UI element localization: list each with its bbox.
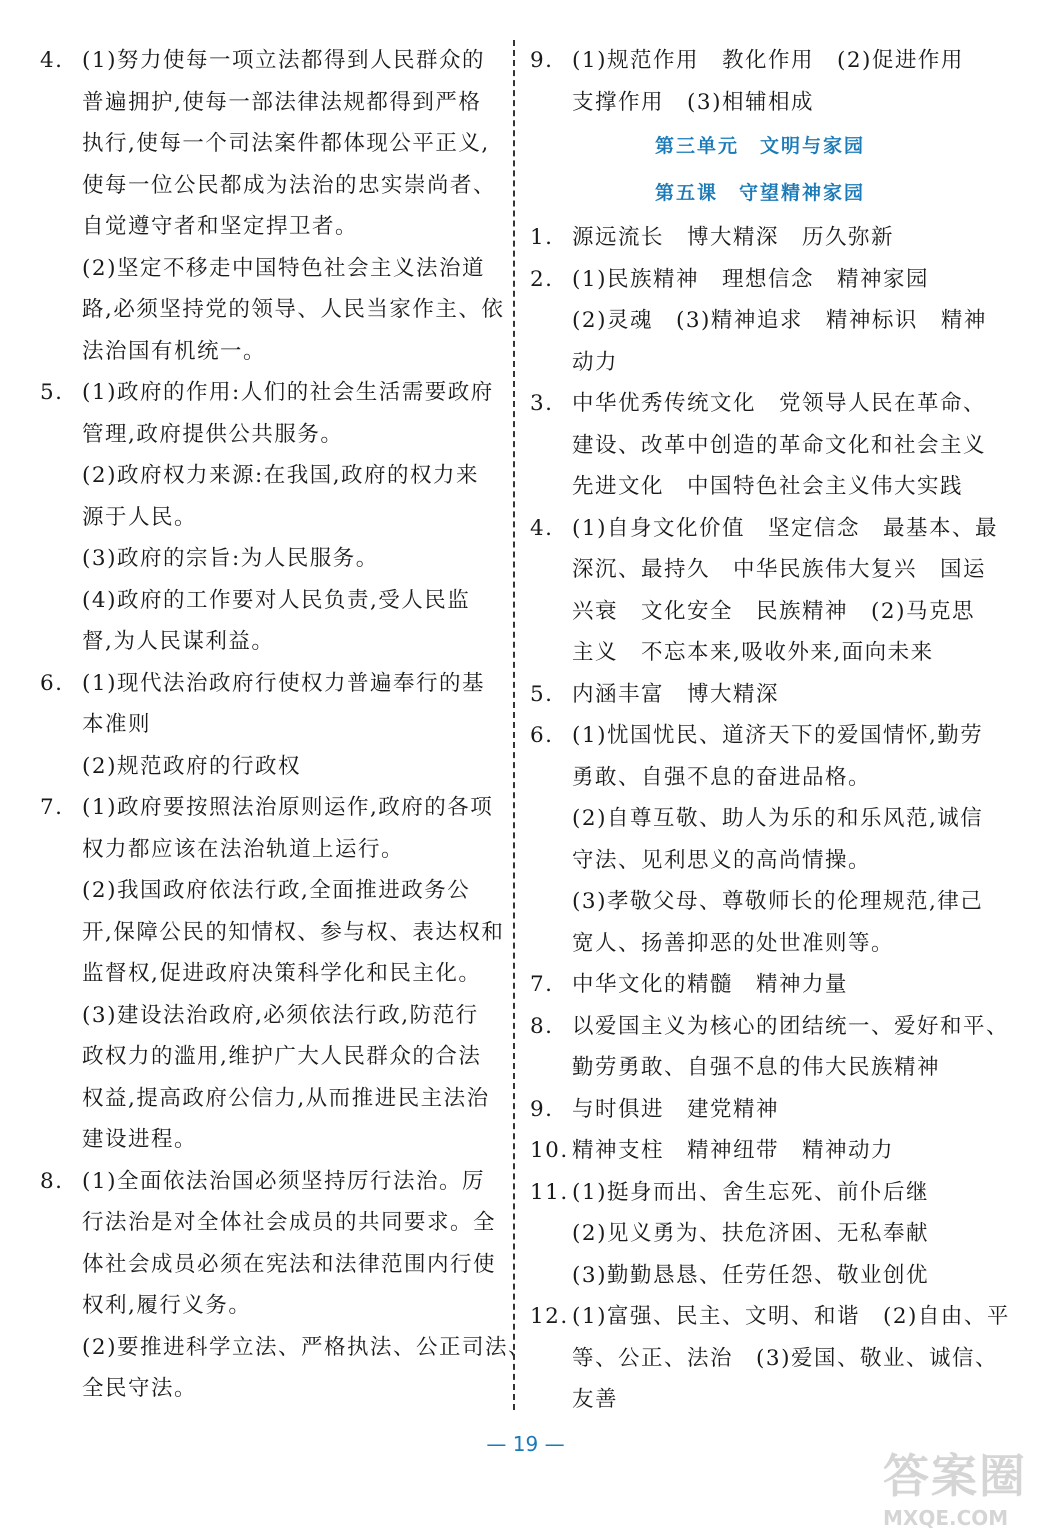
answer-line: 监督权,促进政府决策科学化和民主化。 <box>82 961 482 986</box>
answer-part <box>572 715 990 798</box>
answer-line: (1)规范作用 教化作用 (2)促进作用 <box>572 48 964 73</box>
answer-part <box>82 746 500 788</box>
answer-line: 源于人民。 <box>82 504 198 530</box>
answer-line: (1)现代法治政府行使权力普遍奉行的基 <box>82 670 485 696</box>
answer-line: (1)自身文化价值 坚定信念 最基本、最 <box>572 515 998 541</box>
answer-part <box>82 663 500 746</box>
lesson-heading: 第五课 守望精神家园 <box>654 182 865 204</box>
answer-line: 体社会成员必须在宪法和法律范围内行使 <box>82 1251 497 1277</box>
answer-item <box>530 383 990 508</box>
answer-part <box>82 1161 500 1327</box>
answer-item <box>530 217 990 259</box>
answer-line: 权力都应该在法治轨道上运行。 <box>82 836 405 862</box>
column-divider <box>513 40 515 1410</box>
answer-line: 中华优秀传统文化 党领导人民在革命、 <box>572 391 987 416</box>
answer-number: 10. <box>530 1138 569 1163</box>
answer-number: 2. <box>530 266 554 292</box>
answer-line: 勇敢、自强不息的奋进品格。 <box>572 764 872 790</box>
answer-part <box>572 674 990 716</box>
answer-item <box>530 259 990 384</box>
answer-part <box>572 964 990 1006</box>
answer-line: 权益,提高政府公信力,从而推进民主法治 <box>82 1085 490 1111</box>
answer-line: (2)政府权力来源:在我国,政府的权力来 <box>82 463 480 488</box>
answer-part <box>82 1327 531 1410</box>
answer-line: 普遍拥护,使每一部法律法规都得到严格 <box>82 89 482 115</box>
answer-number: 5. <box>40 380 64 405</box>
answer-part <box>82 40 500 248</box>
right-column <box>530 40 1010 1421</box>
answer-number: 12. <box>530 1304 569 1329</box>
answer-part <box>572 217 990 259</box>
answer-line: 主义 不忘本来,吸收外来,面向未来 <box>572 640 934 665</box>
answer-line: (1)富强、民主、文明、和谐 (2)自由、平 <box>572 1304 1010 1329</box>
answer-line: (3)孝敬父母、尊敬师长的伦理规范,律己 <box>572 889 984 914</box>
answer-line: (2)规范政府的行政权 <box>82 753 301 779</box>
answer-part <box>572 1130 990 1172</box>
answer-line: 先进文化 中国特色社会主义伟大实践 <box>572 474 964 499</box>
answer-line: 行法治是对全体社会成员的共同要求。全 <box>82 1210 497 1235</box>
answer-item <box>40 372 500 663</box>
answer-item <box>530 1172 990 1297</box>
answer-line: 建设、改革中创造的革命文化和社会主义 <box>572 432 987 458</box>
watermark-logo: 答案圈 MXQE.COM <box>883 1449 1027 1530</box>
answer-line: 深沉、最持久 中华民族伟大复兴 国运 <box>572 557 987 582</box>
answer-part <box>82 787 500 870</box>
answer-line: (2)灵魂 (3)精神追求 精神标识 精神 <box>572 308 987 333</box>
answer-number: 3. <box>530 391 554 416</box>
answer-part <box>572 259 990 301</box>
answer-line: (1)努力使每一项立法都得到人民群众的 <box>82 48 485 73</box>
answer-part <box>82 372 500 455</box>
answer-number: 9. <box>530 48 554 73</box>
answer-part <box>572 1172 990 1214</box>
answer-line: 精神支柱 精神纽带 精神动力 <box>572 1138 895 1163</box>
answer-item <box>530 1089 990 1131</box>
answer-line: (4)政府的工作要对人民负责,受人民监 <box>82 587 471 613</box>
answer-line: (3)建设法治政府,必须依法行政,防范行 <box>82 1002 479 1028</box>
answer-number: 9. <box>530 1096 554 1122</box>
answer-part <box>82 995 500 1161</box>
answer-line: (1)忧国忧民、道济天下的爱国情怀,勤劳 <box>572 723 984 748</box>
answer-line: 勤劳勇敢、自强不息的伟大民族精神 <box>572 1055 941 1080</box>
answer-line: (2)我国政府依法行政,全面推进政务公 <box>82 878 471 903</box>
answer-number: 4. <box>530 515 554 541</box>
answer-line: (3)政府的宗旨:为人民服务。 <box>82 546 379 571</box>
page-number: — 19 — <box>486 1432 565 1456</box>
answer-line: 内涵丰富 博大精深 <box>572 681 780 707</box>
answer-line: 政权力的滥用,维护广大人民群众的合法 <box>82 1044 482 1069</box>
answer-line: 执行,使每一个司法案件都体现公平正义, <box>82 131 490 156</box>
answer-line: 动力 <box>572 349 619 375</box>
answer-part <box>572 300 990 383</box>
answer-number: 7. <box>530 972 554 997</box>
answer-item <box>530 964 990 1006</box>
answer-number: 8. <box>40 1168 64 1194</box>
answer-line: 与时俱进 建党精神 <box>572 1096 780 1122</box>
answer-part <box>82 248 505 373</box>
answer-line: 使每一位公民都成为法治的忠实崇尚者、 <box>82 172 497 198</box>
answer-part <box>572 1255 990 1297</box>
answer-part <box>572 40 990 123</box>
answer-part <box>82 455 500 538</box>
answer-line: 开,保障公民的知情权、参与权、表达权和 <box>82 919 505 945</box>
answer-line: 管理,政府提供公共服务。 <box>82 421 344 447</box>
answer-line: 等、公正、法治 (3)爱国、敬业、诚信、 <box>572 1345 998 1371</box>
answer-part <box>572 383 990 508</box>
answer-item <box>40 40 505 372</box>
answer-line: 以爱国主义为核心的团结统一、爱好和平、 <box>572 1013 1010 1039</box>
answer-item <box>530 40 990 123</box>
answer-line: (3)勤勤恳恳、任劳任怨、敬业创优 <box>572 1262 929 1288</box>
answer-number: 11. <box>530 1179 569 1205</box>
answer-line: (1)挺身而出、舍生忘死、前仆后继 <box>572 1179 929 1205</box>
answer-part <box>572 1296 1010 1421</box>
answer-line: 友善 <box>572 1387 619 1412</box>
answer-part <box>82 870 505 995</box>
answer-line: 法治国有机统一。 <box>82 338 267 364</box>
answer-item <box>530 1006 1010 1089</box>
answer-line: 中华文化的精髓 精神力量 <box>572 972 849 997</box>
answer-line: (2)自尊互敬、助人为乐的和乐风范,诚信 <box>572 806 984 831</box>
answer-part <box>572 1213 990 1255</box>
answer-line: (1)民族精神 理想信念 精神家园 <box>572 266 929 292</box>
answer-line: 兴衰 文化安全 民族精神 (2)马克思 <box>572 598 975 624</box>
right-top-answers <box>530 40 990 123</box>
answer-item <box>530 1296 1010 1421</box>
answer-item <box>40 1161 531 1410</box>
answer-line: 全民守法。 <box>82 1376 198 1401</box>
answer-line: 督,为人民谋利益。 <box>82 629 275 654</box>
answer-line: 守法、见利思义的高尚情操。 <box>572 847 872 873</box>
answer-number: 4. <box>40 48 64 73</box>
answer-number: 7. <box>40 795 64 820</box>
answer-item <box>530 715 990 964</box>
answer-line: (2)见义勇为、扶危济困、无私奉献 <box>572 1221 929 1246</box>
answer-item <box>40 787 505 1161</box>
answer-line: (1)全面依法治国必须坚持厉行法治。厉 <box>82 1168 485 1194</box>
answer-part <box>82 580 500 663</box>
answer-line: 自觉遵守者和坚定捍卫者。 <box>82 214 359 239</box>
answer-line: 本准则 <box>82 712 152 737</box>
answer-line: 宽人、扬善抑恶的处世准则等。 <box>572 930 895 956</box>
answer-line: (1)政府要按照法治原则运作,政府的各项 <box>82 795 494 820</box>
answer-part <box>572 1089 990 1131</box>
answer-number: 1. <box>530 225 554 250</box>
answer-line: (2)要推进科学立法、严格执法、公正司法、 <box>82 1334 531 1360</box>
answer-line: 权利,履行义务。 <box>82 1293 252 1318</box>
answer-line: 源远流长 博大精深 历久弥新 <box>572 225 895 250</box>
answer-number: 8. <box>530 1013 554 1039</box>
right-bottom-answers <box>530 217 1010 1421</box>
answer-number: 5. <box>530 681 554 707</box>
answer-part <box>572 881 990 964</box>
unit-heading: 第三单元 文明与家园 <box>654 135 865 157</box>
answer-item <box>530 674 990 716</box>
answer-part <box>572 508 998 674</box>
answer-item <box>530 508 998 674</box>
answer-line: (1)政府的作用:人们的社会生活需要政府 <box>82 380 494 405</box>
answer-line: 路,必须坚持党的领导、人民当家作主、依 <box>82 297 505 322</box>
answer-part <box>572 1006 1010 1089</box>
answer-line: (2)坚定不移走中国特色社会主义法治道 <box>82 255 485 281</box>
left-column <box>40 40 531 1410</box>
answer-line: 支撑作用 (3)相辅相成 <box>572 89 814 115</box>
answer-number: 6. <box>530 723 554 748</box>
answer-item <box>530 1130 990 1172</box>
answer-part <box>572 798 990 881</box>
answer-part <box>82 538 500 580</box>
answer-item <box>40 663 500 788</box>
answer-line: 建设进程。 <box>82 1127 198 1152</box>
answer-number: 6. <box>40 670 64 696</box>
